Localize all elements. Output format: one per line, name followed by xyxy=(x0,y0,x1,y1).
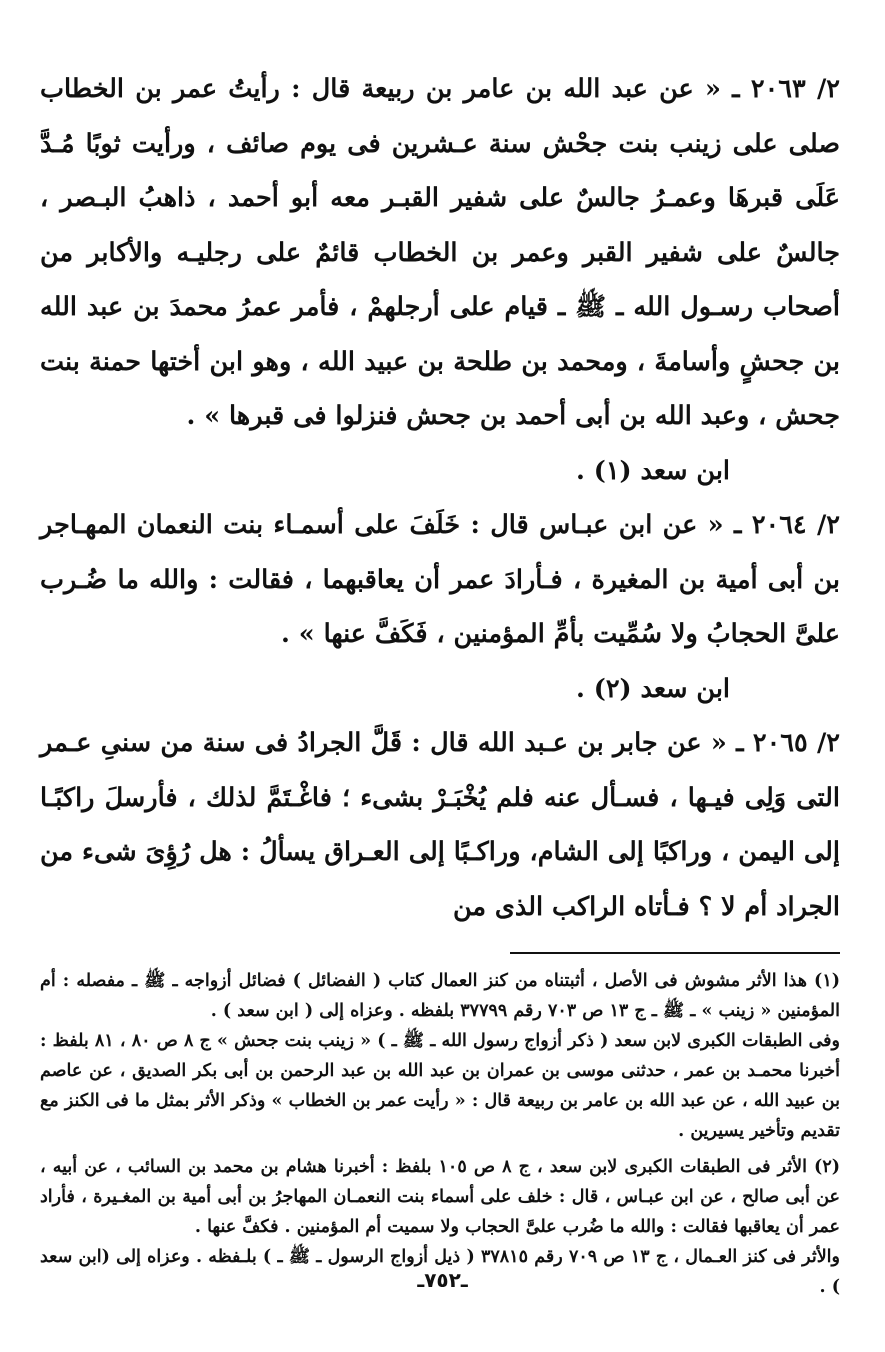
hadith-entry-2065: ٢/ ٢٠٦٥ ـ « عن جابر بن عـبد الله قال : قَلَّ الجرادُ فى سنة من سنىِ عـمر التى وَلِى فيـها ، فسـأل عنه فلم يُخْبَـرْ بشىء ؛ فاغْـتَمَّ لذلك ، فأرسلَ راكبًـا إلى اليمن ، وراكبًا إلى الشام، وراكـبًا إلى العـراق يسألُ : هل رُؤِىَ شىء من الجراد أم لا ؟ فـأتاه الراكب الذى من xyxy=(40,728,840,922)
footnote-divider xyxy=(510,952,840,954)
footnote-1 xyxy=(40,966,840,1146)
footnote-1-text: (١) هذا الأثر مشوش فى الأصل ، أثبتناه من كنز العمال كتاب ( الفضائل ) فضائل أزواجه ـ ﷺ ـ مفصله : أم المؤمنين « زينب » ـ ﷺ ـ ج ١٣ ص ٧٠٣ رقم ٣٧٧٩٩ بلفظه . وعزاه إلى ( ابن سعد ) . xyxy=(40,971,840,1021)
footnote-2-continuation: والأثر فى كنز العـمال ، ج ١٣ ص ٧٠٩ رقم ٣٧٨١٥ ( ذيل أزواج الرسول ـ ﷺ ـ ) بلـفظه . وعزاه إلى (ابن سعد ) . xyxy=(40,1247,840,1297)
footnote-2-text: (٢) الأثر فى الطبقات الكبرى لابن سعد ، ج ٨ ص ١٠٥ بلفظ : أخبرنا هشام بن محمد بن السائب ، عن أبيه ، عن أبى صالح ، عن ابن عبـاس ، قال : خلف على أسماء بنت النعمـان المهاجرُ بن أبى أمية بن المغـيرة ، فأراد عمر أن يعاقبها فقالت : والله ما ضُرب علىَّ الحجاب ولا سميت أم المؤمنين . فكفَّ عنها . xyxy=(40,1157,840,1237)
footnote-1-continuation: وفى الطبقات الكبرى لابن سعد ( ذكر أزواج رسول الله ـ ﷺ ـ ) « زينب بنت جحش » ج ٨ ص ٨٠ ، ٨١ بلفظ : أخبرنا محمـد بن عمر ، حدثنى موسى بن عمران بن عبد الله بن عبد الرحمن بن أبى بكر الصديق ، عن عاصم بن عبيد الله ، عن عبد الله بن عامر بن ربيعة قال : « رأيت عمر بن الخطاب » وذكر الأثر بمثل ما فى الكنز مع تقديم وتأخير يسيرين . xyxy=(40,1031,841,1141)
hadith-entry-2064: ٢/ ٢٠٦٤ ـ « عن ابن عبـاس قال : خَلَفَ على أسمـاء بنت النعمان المهـاجر بن أبى أمية بن المغيرة ، فـأرادَ عمر أن يعاقبهما ، فقالت : والله ما ضُـرب علىَّ الحجابُ ولا سُمِّيت بأمِّ المؤمنين ، فَكَفَّ عنها » . xyxy=(40,510,840,649)
footnotes xyxy=(40,966,840,1302)
page-number: ـ٧٥٢ـ xyxy=(417,1268,468,1292)
hadith-entry-2063: ٢/ ٢٠٦٣ ـ « عن عبد الله بن عامر بن ربيعة قال : رأيتُ عمر بن الخطاب صلى على زينب بنت جحْش سنة عـشرين فى يوم صائف ، ورأيت ثوبًا مُـدَّ عَلَى قبرهَا وعمـرُ جالسٌ على شفير القبـر معه أبو أحمد ، ذاهبُ البـصر ، جالسٌ على شفير القبر وعمر بن الخطاب قائمٌ على رجليـه والأكابر من أصحاب رسـول الله ـ ﷺ ـ قيام على أرجلهمْ ، فأمر عمرُ محمدَ بن عبد الله بن جحشٍ وأسامةَ ، ومحمد بن طلحة بن عبيد الله ، وهو ابن أختها حمنة بنت جحش ، وعبد الله بن أبى أحمد بن جحش فنزلوا فى قبرها » . xyxy=(40,74,840,431)
source-citation-2: ابن سعد (٢) . xyxy=(576,673,730,704)
main-text xyxy=(40,62,840,934)
source-citation-1: ابن سعد (١) . xyxy=(576,455,730,486)
page-body xyxy=(40,62,840,1308)
